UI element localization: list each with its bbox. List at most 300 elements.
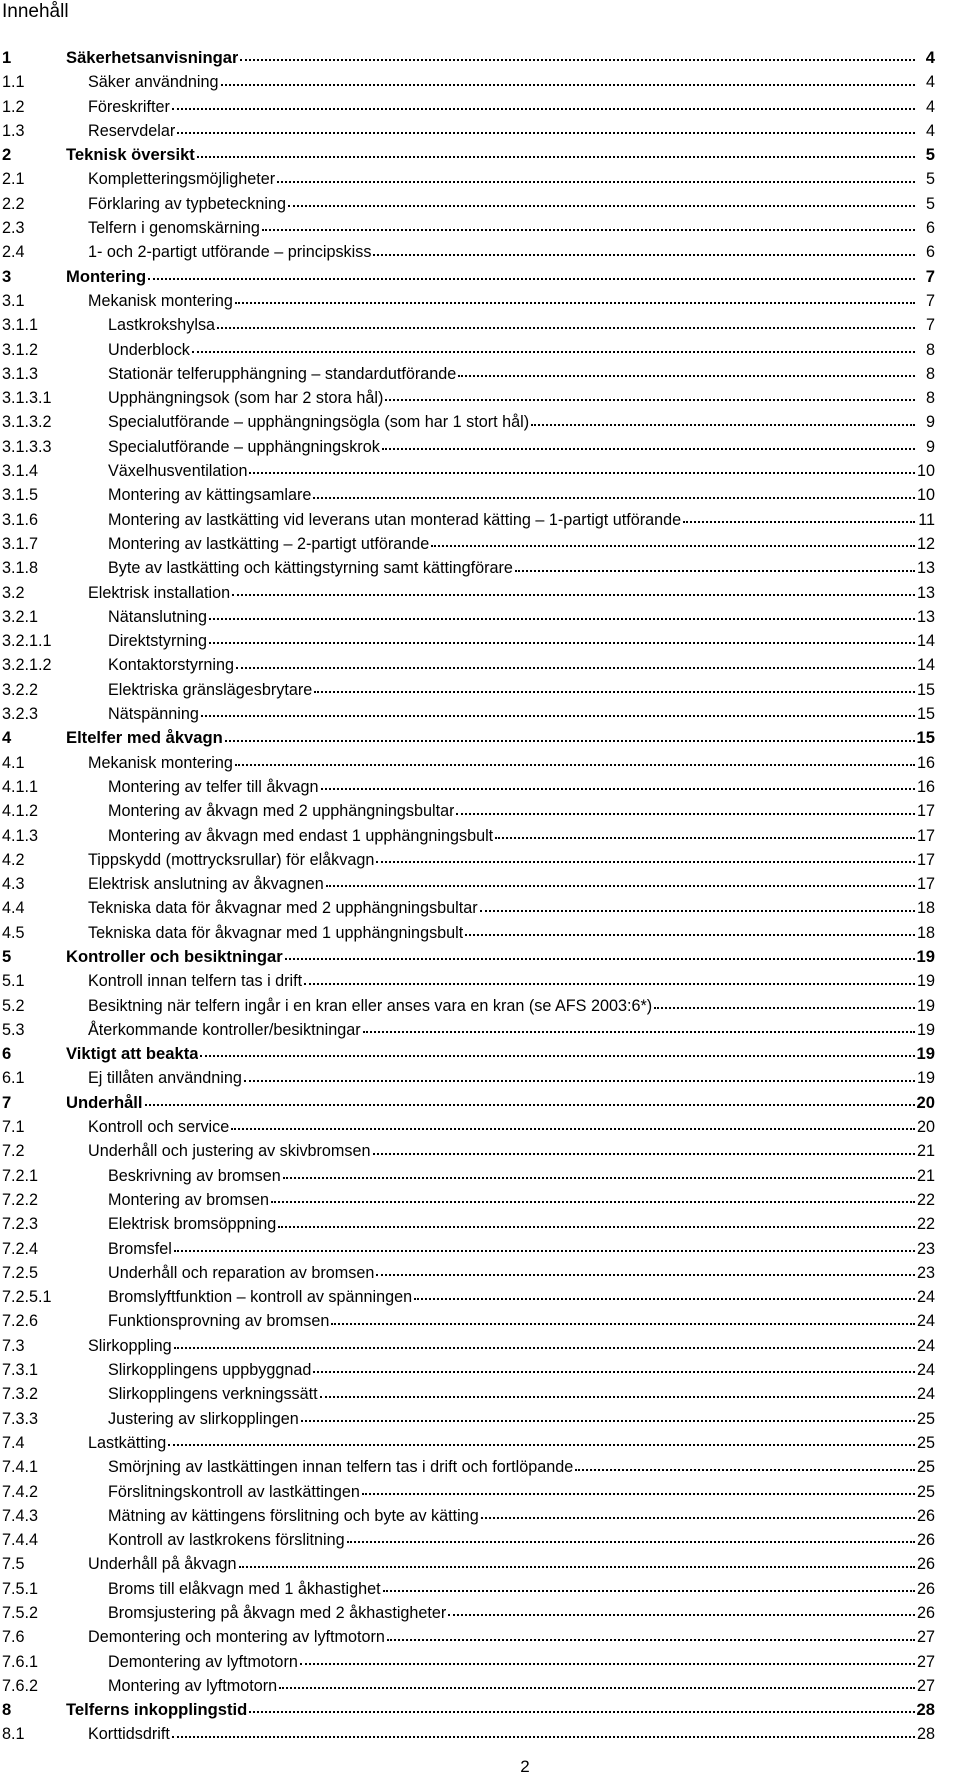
toc-entry-page: 28 bbox=[916, 1700, 935, 1720]
toc-entry-number: 3.2 bbox=[2, 583, 25, 602]
toc-entry-page: 24 bbox=[916, 1336, 935, 1355]
toc-entry-title: Specialutförande – upphängningsögla (som har 1 stort hål) bbox=[108, 413, 530, 432]
toc-entry[interactable] bbox=[0, 1625, 935, 1649]
toc-entry-title: Montering av bromsen bbox=[108, 1190, 270, 1209]
toc-entry[interactable] bbox=[0, 969, 935, 993]
toc-entry[interactable] bbox=[0, 1237, 935, 1261]
toc-entry-number: 3.2.1 bbox=[2, 607, 39, 626]
toc-entry-title: 1- och 2-partigt utförande – principskiss bbox=[88, 243, 372, 262]
toc-entry-number: 8.1 bbox=[2, 1725, 25, 1744]
toc-entry-page: 24 bbox=[916, 1312, 935, 1331]
toc-dot-leader bbox=[363, 1030, 915, 1033]
toc-entry[interactable] bbox=[0, 1455, 935, 1479]
toc-dot-leader bbox=[232, 593, 915, 596]
toc-dot-leader bbox=[249, 1710, 914, 1713]
toc-entry[interactable] bbox=[0, 1115, 935, 1139]
toc-entry-title: Demontering och montering av lyftmotorn bbox=[88, 1628, 385, 1647]
toc-dot-leader bbox=[300, 1662, 915, 1665]
toc-entry[interactable] bbox=[0, 726, 935, 750]
toc-entry[interactable] bbox=[0, 556, 935, 580]
toc-entry-page: 5 bbox=[925, 170, 935, 189]
toc-entry-page: 28 bbox=[916, 1725, 935, 1744]
toc-dot-leader bbox=[221, 83, 916, 86]
toc-entry-number: 3.1.1 bbox=[2, 316, 39, 335]
toc-entry-number: 3.1.3 bbox=[2, 364, 39, 383]
toc-entry-number: 7.2 bbox=[2, 1142, 25, 1161]
toc-entry-page: 13 bbox=[916, 559, 935, 578]
toc-entry-page: 14 bbox=[916, 656, 935, 675]
toc-entry-number: 7.2.5 bbox=[2, 1263, 39, 1282]
toc-entry-number: 3.2.1.2 bbox=[2, 656, 52, 675]
toc-entry-page: 18 bbox=[916, 899, 935, 918]
toc-dot-leader bbox=[235, 763, 915, 766]
toc-entry-title: Kompletteringsmöjligheter bbox=[88, 170, 276, 189]
toc-entry[interactable] bbox=[0, 1698, 935, 1722]
toc-entry[interactable] bbox=[0, 143, 935, 167]
toc-entry-number: 3.1.3.1 bbox=[2, 389, 52, 408]
toc-entry-title: Eltelfer med åkvagn bbox=[66, 728, 223, 748]
toc-entry[interactable] bbox=[0, 872, 935, 896]
toc-dot-leader bbox=[531, 423, 915, 426]
toc-entry[interactable] bbox=[0, 1188, 935, 1212]
toc-entry[interactable] bbox=[0, 410, 935, 434]
toc-entry-page: 26 bbox=[916, 1531, 935, 1550]
toc-entry-title: Justering av slirkopplingen bbox=[108, 1409, 299, 1428]
toc-entry-title: Telfern i genomskärning bbox=[88, 219, 260, 238]
toc-entry-number: 4.1.1 bbox=[2, 777, 39, 796]
toc-entry-number: 4.1.3 bbox=[2, 826, 39, 845]
toc-entry-number: 4.2 bbox=[2, 850, 25, 869]
toc-entry[interactable] bbox=[0, 338, 935, 362]
toc-entry[interactable] bbox=[0, 386, 935, 410]
toc-entry-title: Underhåll och reparation av bromsen bbox=[108, 1263, 375, 1282]
toc-entry[interactable] bbox=[0, 1382, 935, 1406]
toc-entry-page: 19 bbox=[916, 996, 935, 1015]
toc-dot-leader bbox=[201, 714, 915, 717]
toc-entry-page: 13 bbox=[916, 607, 935, 626]
toc-entry[interactable] bbox=[0, 678, 935, 702]
toc-entry-number: 4.3 bbox=[2, 875, 25, 894]
toc-entry-title: Byte av lastkätting och kättingstyrning samt kättingförare bbox=[108, 559, 513, 578]
toc-entry-title: Montering av lastkätting vid leverans utan monterad kätting – 1-partigt utförande bbox=[108, 510, 682, 529]
toc-entry-number: 6.1 bbox=[2, 1069, 25, 1088]
toc-entry[interactable] bbox=[0, 532, 935, 556]
toc-entry-page: 10 bbox=[916, 486, 935, 505]
toc-entry-page: 4 bbox=[925, 97, 935, 116]
toc-dot-leader bbox=[249, 471, 915, 474]
toc-entry-page: 27 bbox=[916, 1652, 935, 1671]
toc-dot-leader bbox=[373, 1152, 915, 1155]
toc-entry-title: Upphängningsok (som har 2 stora hål) bbox=[108, 389, 384, 408]
toc-entry-number: 2.4 bbox=[2, 243, 25, 262]
toc-entry-title: Tekniska data för åkvagnar med 1 upphängningsbult bbox=[88, 923, 464, 942]
toc-entry[interactable] bbox=[0, 1309, 935, 1333]
toc-entry[interactable] bbox=[0, 1066, 935, 1090]
toc-entry-number: 7.5.1 bbox=[2, 1579, 39, 1598]
toc-entry[interactable] bbox=[0, 1674, 935, 1698]
toc-entry-page: 17 bbox=[916, 875, 935, 894]
toc-entry-page: 19 bbox=[916, 1044, 935, 1064]
toc-entry-page: 21 bbox=[916, 1142, 935, 1161]
toc-entry-title: Korttidsdrift bbox=[88, 1725, 170, 1744]
toc-dot-leader bbox=[347, 1540, 915, 1543]
toc-entry-title: Nätspänning bbox=[108, 705, 199, 724]
toc-entry-page: 4 bbox=[925, 48, 935, 67]
toc-entry-page: 5 bbox=[925, 145, 935, 165]
toc-entry-number: 3.1.7 bbox=[2, 534, 39, 553]
toc-entry[interactable] bbox=[0, 896, 935, 920]
toc-entry[interactable] bbox=[0, 1334, 935, 1358]
toc-entry-page: 7 bbox=[925, 266, 935, 286]
toc-entry[interactable] bbox=[0, 313, 935, 337]
toc-entry-page: 19 bbox=[916, 1069, 935, 1088]
toc-entry-page: 4 bbox=[925, 121, 935, 140]
toc-entry-page: 22 bbox=[916, 1215, 935, 1234]
toc-entry[interactable] bbox=[0, 605, 935, 629]
toc-entry[interactable] bbox=[0, 240, 935, 264]
toc-entry[interactable] bbox=[0, 824, 935, 848]
toc-entry[interactable] bbox=[0, 775, 935, 799]
toc-entry-number: 7.6.2 bbox=[2, 1676, 39, 1695]
toc-dot-leader bbox=[431, 544, 915, 547]
toc-dot-leader bbox=[575, 1468, 915, 1471]
toc-entry-number: 7.1 bbox=[2, 1118, 25, 1137]
toc-entry-title: Montering av lastkätting – 2-partigt utförande bbox=[108, 534, 430, 553]
toc-entry-title: Återkommande kontroller/besiktningar bbox=[88, 1020, 361, 1039]
toc-entry-page: 8 bbox=[925, 340, 935, 359]
toc-entry[interactable] bbox=[0, 362, 935, 386]
toc-dot-leader bbox=[177, 131, 915, 134]
toc-entry-page: 17 bbox=[916, 802, 935, 821]
toc-entry-page: 25 bbox=[916, 1409, 935, 1428]
toc-entry-page: 24 bbox=[916, 1361, 935, 1380]
toc-dot-leader bbox=[320, 1395, 915, 1398]
toc-entry-page: 6 bbox=[925, 243, 935, 262]
toc-dot-leader bbox=[271, 1200, 915, 1203]
toc-entry[interactable] bbox=[0, 435, 935, 459]
toc-entry[interactable] bbox=[0, 1164, 935, 1188]
toc-entry-title: Bromslyftfunktion – kontroll av spänningen bbox=[108, 1288, 413, 1307]
toc-entry-number: 3.1.8 bbox=[2, 559, 39, 578]
toc-entry-title: Kontroller och besiktningar bbox=[66, 946, 283, 966]
toc-dot-leader bbox=[239, 1565, 915, 1568]
toc-entry-title: Smörjning av lastkättingen innan telfern tas i drift och fortlöpande bbox=[108, 1458, 574, 1477]
toc-entry-number: 1 bbox=[2, 48, 12, 67]
toc-dot-leader bbox=[278, 1225, 915, 1228]
toc-entry-page: 9 bbox=[925, 437, 935, 456]
toc-entry[interactable] bbox=[0, 265, 935, 289]
toc-entry-number: 7.3.2 bbox=[2, 1385, 39, 1404]
toc-entry-title: Montering av lyftmotorn bbox=[108, 1676, 278, 1695]
toc-entry[interactable] bbox=[0, 921, 935, 945]
toc-dot-leader bbox=[172, 107, 915, 110]
toc-entry-title: Bromsjustering på åkvagn med 2 åkhastigheter bbox=[108, 1604, 447, 1622]
toc-entry-page: 15 bbox=[916, 680, 935, 699]
toc-entry-title: Mätning av kättingens förslitning och byte av kätting bbox=[108, 1506, 479, 1525]
toc-entry[interactable] bbox=[0, 46, 935, 70]
toc-dot-leader bbox=[383, 1589, 915, 1592]
toc-entry-number: 3 bbox=[2, 266, 12, 286]
toc-entry-number: 5 bbox=[2, 946, 12, 966]
toc-entry-page: 25 bbox=[916, 1458, 935, 1477]
toc-entry-title: Underblock bbox=[108, 340, 190, 359]
toc-entry-page: 20 bbox=[916, 1092, 935, 1112]
toc-dot-leader bbox=[231, 1127, 915, 1130]
toc-dot-leader bbox=[235, 301, 915, 304]
toc-entry-title: Föreskrifter bbox=[88, 97, 170, 116]
toc-entry[interactable] bbox=[0, 1018, 935, 1042]
toc-dot-leader bbox=[480, 909, 915, 912]
page-number: 2 bbox=[520, 1757, 530, 1776]
toc-entry-page: 26 bbox=[916, 1579, 935, 1598]
toc-entry-title: Bromsfel bbox=[108, 1239, 172, 1258]
toc-entry[interactable] bbox=[0, 848, 935, 872]
toc-entry-title: Underhåll bbox=[66, 1092, 143, 1112]
toc-entry-title: Montering av åkvagn med endast 1 upphängningsbult bbox=[108, 826, 494, 845]
toc-entry-title: Montering av telfer till åkvagn bbox=[108, 777, 319, 796]
toc-entry-page: 19 bbox=[916, 946, 935, 966]
toc-dot-leader bbox=[277, 180, 915, 183]
toc-entry-number: 3.1.5 bbox=[2, 486, 39, 505]
toc-entry-page: 24 bbox=[916, 1385, 935, 1404]
toc-dot-leader bbox=[313, 1370, 915, 1373]
toc-entry[interactable] bbox=[0, 1650, 935, 1674]
toc-entry-number: 7.4.4 bbox=[2, 1531, 39, 1550]
toc-entry-title: Lastkrokshylsa bbox=[108, 316, 216, 335]
toc-entry-page: 7 bbox=[925, 316, 935, 335]
toc-entry[interactable] bbox=[0, 653, 935, 677]
toc-entry-number: 5.1 bbox=[2, 972, 25, 991]
toc-entry-number: 2 bbox=[2, 145, 12, 165]
toc-dot-leader bbox=[209, 641, 915, 644]
toc-entry-title: Besiktning när telfern ingår i en kran eller anses vara en kran (se AFS 2003:6*) bbox=[88, 996, 653, 1015]
toc-entry-title: Demontering av lyftmotorn bbox=[108, 1652, 298, 1671]
toc-dot-leader bbox=[326, 884, 915, 887]
toc-entry-page: 8 bbox=[925, 389, 935, 408]
toc-dot-leader bbox=[236, 666, 915, 669]
toc-entry-number: 7.4 bbox=[2, 1433, 25, 1452]
toc-dot-leader bbox=[382, 447, 915, 450]
toc-entry[interactable] bbox=[0, 751, 935, 775]
toc-entry-page: 17 bbox=[916, 826, 935, 845]
toc-entry-page: 8 bbox=[925, 364, 935, 383]
toc-dot-leader bbox=[285, 957, 915, 960]
toc-entry[interactable] bbox=[0, 1261, 935, 1285]
toc-entry[interactable] bbox=[0, 289, 935, 313]
toc-entry-title: Underhåll på åkvagn bbox=[88, 1555, 237, 1574]
toc-entry-number: 7.3.3 bbox=[2, 1409, 39, 1428]
toc-dot-leader bbox=[654, 1006, 915, 1009]
toc-dot-leader bbox=[414, 1297, 915, 1300]
toc-entry-number: 8 bbox=[2, 1700, 12, 1720]
toc-dot-leader bbox=[262, 228, 915, 231]
toc-entry-title: Slirkopplingens uppbyggnad bbox=[108, 1361, 312, 1380]
toc-entry-page: 21 bbox=[916, 1166, 935, 1185]
toc-entry-title: Specialutförande – upphängningskrok bbox=[108, 437, 380, 456]
toc-dot-leader bbox=[197, 155, 915, 158]
toc-entry-page: 14 bbox=[916, 632, 935, 651]
toc-entry[interactable] bbox=[0, 167, 935, 191]
toc-entry-number: 4.4 bbox=[2, 899, 25, 918]
toc-entry[interactable] bbox=[0, 1552, 935, 1576]
toc-entry-title: Kontroll av lastkrokens förslitning bbox=[108, 1531, 345, 1550]
toc-dot-leader bbox=[495, 836, 915, 839]
toc-entry-title: Underhåll och justering av skivbromsen bbox=[88, 1142, 371, 1161]
toc-entry-title: Teknisk översikt bbox=[66, 145, 195, 165]
toc-entry[interactable] bbox=[0, 1285, 935, 1309]
toc-dot-leader bbox=[683, 520, 915, 523]
toc-entry-title: Mekanisk montering bbox=[88, 291, 233, 310]
toc-entry-number: 7.3.1 bbox=[2, 1361, 39, 1380]
toc-entry-page: 9 bbox=[925, 413, 935, 432]
toc-dot-leader bbox=[448, 1613, 915, 1616]
toc-entry-title: Förslitningskontroll av lastkättingen bbox=[108, 1482, 360, 1501]
toc-entry[interactable] bbox=[0, 1091, 935, 1115]
toc-entry[interactable] bbox=[0, 799, 935, 823]
toc-entry-number: 3.2.2 bbox=[2, 680, 39, 699]
toc-entry[interactable] bbox=[0, 1577, 935, 1601]
toc-entry-number: 3.2.3 bbox=[2, 705, 39, 724]
toc-entry-number: 5.2 bbox=[2, 996, 25, 1015]
toc-entry[interactable] bbox=[0, 581, 935, 605]
toc-entry-number: 5.3 bbox=[2, 1020, 25, 1039]
toc-entry[interactable] bbox=[0, 483, 935, 507]
toc-entry[interactable] bbox=[0, 945, 935, 969]
toc-entry[interactable] bbox=[0, 702, 935, 726]
toc-entry-title: Beskrivning av bromsen bbox=[108, 1166, 281, 1185]
toc-entry-number: 1.3 bbox=[2, 121, 25, 140]
toc-dot-leader bbox=[458, 374, 915, 377]
toc-entry-number: 7.6.1 bbox=[2, 1652, 39, 1671]
toc-entry-page: 18 bbox=[916, 923, 935, 942]
toc-dot-leader bbox=[373, 253, 915, 256]
toc-entry[interactable] bbox=[0, 994, 935, 1018]
toc-entry[interactable] bbox=[0, 119, 935, 143]
toc-entry[interactable] bbox=[0, 1722, 935, 1746]
toc-entry-page: 23 bbox=[916, 1239, 935, 1258]
toc-entry-title: Kontaktorstyrning bbox=[108, 656, 234, 675]
toc-dot-leader bbox=[385, 398, 915, 401]
toc-entry-page: 26 bbox=[916, 1555, 935, 1574]
toc-entry-number: 7.2.3 bbox=[2, 1215, 39, 1234]
toc-entry[interactable] bbox=[0, 1407, 935, 1431]
toc-entry-number: 7.2.4 bbox=[2, 1239, 39, 1258]
toc-entry[interactable] bbox=[0, 216, 935, 240]
toc-dot-leader bbox=[288, 204, 915, 207]
toc-entry[interactable] bbox=[0, 459, 935, 483]
toc-entry-title: Tekniska data för åkvagnar med 2 upphängningsbultar bbox=[88, 899, 478, 918]
toc-entry-title: Montering av kättingsamlare bbox=[108, 486, 312, 505]
toc-entry-title: Mekanisk montering bbox=[88, 753, 233, 772]
toc-dot-leader bbox=[244, 1079, 915, 1082]
toc-dot-leader bbox=[304, 982, 915, 985]
toc-dot-leader bbox=[145, 1103, 915, 1106]
toc-entry[interactable] bbox=[0, 1212, 935, 1236]
toc-entry-page: 11 bbox=[918, 510, 935, 529]
toc-dot-leader bbox=[200, 1054, 914, 1057]
toc-entry-number: 7.2.2 bbox=[2, 1190, 39, 1209]
toc-entry[interactable] bbox=[0, 192, 935, 216]
toc-dot-leader bbox=[217, 326, 915, 329]
toc-dot-leader bbox=[321, 787, 915, 790]
toc-entry-page: 10 bbox=[916, 462, 935, 481]
toc-entry-page: 15 bbox=[916, 705, 935, 724]
toc-entry-number: 1.2 bbox=[2, 97, 25, 116]
toc-dot-leader bbox=[168, 1443, 915, 1446]
toc-dot-leader bbox=[148, 277, 915, 280]
toc-entry-number: 3.1.6 bbox=[2, 510, 39, 529]
toc-entry-title: Telferns inkopplingstid bbox=[66, 1700, 248, 1720]
toc-entry-title: Elektrisk anslutning av åkvagnen bbox=[88, 875, 324, 894]
toc-entry[interactable] bbox=[0, 1528, 935, 1552]
toc-entry[interactable] bbox=[0, 1601, 935, 1625]
toc-entry-number: 3.1.4 bbox=[2, 462, 39, 481]
toc-entry[interactable] bbox=[0, 1139, 935, 1163]
toc-dot-leader bbox=[515, 569, 915, 572]
toc-entry-number: 7.4.1 bbox=[2, 1458, 39, 1477]
toc-entry-page: 5 bbox=[925, 194, 935, 213]
toc-entry-title: Säker användning bbox=[88, 73, 219, 92]
toc-entry-page: 27 bbox=[916, 1676, 935, 1695]
toc-entry-title: Montering av åkvagn med 2 upphängningsbultar bbox=[108, 802, 455, 821]
toc-entry-number: 4.1.2 bbox=[2, 802, 39, 821]
toc-entry-number: 6 bbox=[2, 1044, 12, 1064]
toc-entry[interactable] bbox=[0, 70, 935, 94]
toc-entry[interactable] bbox=[0, 1480, 935, 1504]
toc-entry-title: Slirkoppling bbox=[88, 1336, 172, 1355]
toc-entry[interactable] bbox=[0, 1042, 935, 1066]
toc-entry-title: Elektrisk bromsöppning bbox=[108, 1215, 277, 1234]
toc-entry-title: Nätanslutning bbox=[108, 607, 207, 626]
toc-entry-number: 7.4.3 bbox=[2, 1506, 39, 1525]
toc-entry[interactable] bbox=[0, 1431, 935, 1455]
toc-entry-title: Slirkopplingens verkningssätt bbox=[108, 1385, 318, 1404]
toc-entry-title: Elektrisk installation bbox=[88, 583, 231, 602]
toc-entry-number: 7.5 bbox=[2, 1555, 25, 1574]
toc-entry-page: 25 bbox=[916, 1482, 935, 1501]
toc-entry-number: 7.4.2 bbox=[2, 1482, 39, 1501]
toc-dot-leader bbox=[313, 496, 915, 499]
toc-entry-number: 7.3 bbox=[2, 1336, 25, 1355]
toc-entry-number: 3.1 bbox=[2, 291, 25, 310]
toc-entry-title: Elektriska gränslägesbrytare bbox=[108, 680, 313, 699]
toc-entry[interactable] bbox=[0, 1504, 935, 1528]
toc-entry-page: 22 bbox=[916, 1190, 935, 1209]
toc-entry-page: 17 bbox=[916, 850, 935, 869]
toc-entry[interactable] bbox=[0, 1358, 935, 1382]
toc-dot-leader bbox=[283, 1176, 915, 1179]
table-of-contents bbox=[0, 46, 935, 1747]
toc-entry-title: Reservdelar bbox=[88, 121, 176, 140]
toc-entry[interactable] bbox=[0, 95, 935, 119]
toc-entry-title: Tippskydd (mottrycksrullar) för elåkvagn bbox=[88, 850, 375, 869]
toc-dot-leader bbox=[209, 617, 915, 620]
toc-entry-number: 3.1.3.2 bbox=[2, 413, 52, 432]
toc-entry-page: 24 bbox=[916, 1288, 935, 1307]
toc-entry-title: Kontroll innan telfern tas i drift bbox=[88, 972, 303, 991]
toc-entry-title: Broms till elåkvagn med 1 åkhastighet bbox=[108, 1579, 381, 1598]
toc-entry-title: Stationär telferupphängning – standardutförande bbox=[108, 364, 457, 383]
toc-entry-number: 3.1.3.3 bbox=[2, 437, 52, 456]
toc-entry[interactable] bbox=[0, 508, 935, 532]
toc-entry-number: 3.2.1.1 bbox=[2, 632, 52, 651]
toc-entry-number: 3.1.2 bbox=[2, 340, 39, 359]
toc-entry-title: Förklaring av typbeteckning bbox=[88, 194, 286, 213]
toc-entry-title: Viktigt att beakta bbox=[66, 1044, 199, 1064]
toc-dot-leader bbox=[192, 350, 915, 353]
toc-entry[interactable] bbox=[0, 629, 935, 653]
toc-dot-leader bbox=[376, 860, 915, 863]
